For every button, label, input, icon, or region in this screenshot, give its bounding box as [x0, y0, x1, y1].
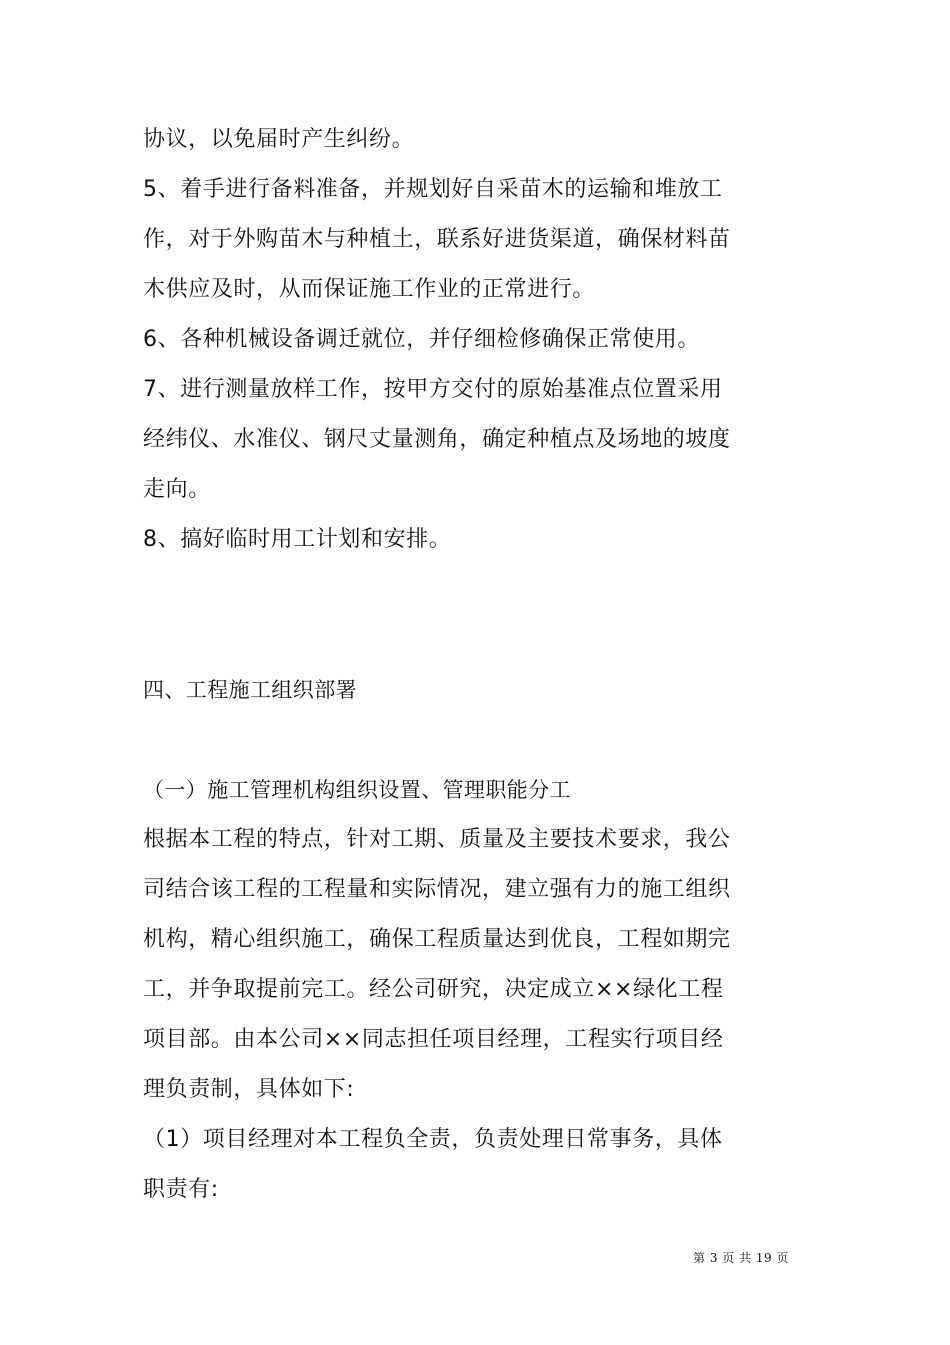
- text-line: 职责有:: [143, 1177, 219, 1202]
- text-line: 理负责制，具体如下:: [143, 1077, 355, 1102]
- section-heading: 四、工程施工组织部署: [143, 678, 357, 702]
- page-number-footer: 第 3 页 共 19 页: [693, 1251, 789, 1265]
- text-line: 司结合该工程的工程量和实际情况，建立强有力的施工组织: [143, 877, 731, 902]
- subsection-heading: （一）施工管理机构组织设置、管理职能分工: [143, 778, 571, 802]
- text-line: 作，对于外购苗木与种植土，联系好进货渠道，确保材料苗: [143, 227, 731, 252]
- text-line: 工，并争取提前完工。经公司研究，决定成立××绿化工程: [143, 977, 724, 1002]
- text-line: 根据本工程的特点，针对工期、质量及主要技术要求，我公: [143, 827, 731, 852]
- text-line: 走向。: [143, 477, 211, 502]
- text-line: 5、着手进行备料准备，并规划好自采苗木的运输和堆放工: [143, 177, 723, 202]
- text-line: 项目部。由本公司××同志担任项目经理，工程实行项目经: [143, 1027, 724, 1052]
- text-line: 7、进行测量放样工作，按甲方交付的原始基准点位置采用: [143, 377, 723, 402]
- text-line: （1）项目经理对本工程负全责，负责处理日常事务，具体: [143, 1127, 723, 1152]
- text-line: 6、各种机械设备调迁就位，并仔细检修确保正常使用。: [143, 327, 700, 352]
- text-line: 8、搞好临时用工计划和安排。: [143, 527, 452, 552]
- text-line: 经纬仪、水准仪、钢尺丈量测角，确定种植点及场地的坡度: [143, 427, 731, 452]
- text-line: 木供应及时，从而保证施工作业的正常进行。: [143, 277, 596, 302]
- text-line: 机构，精心组织施工，确保工程质量达到优良，工程如期完: [143, 927, 731, 952]
- text-line: 协议，以免届时产生纠纷。: [143, 127, 415, 152]
